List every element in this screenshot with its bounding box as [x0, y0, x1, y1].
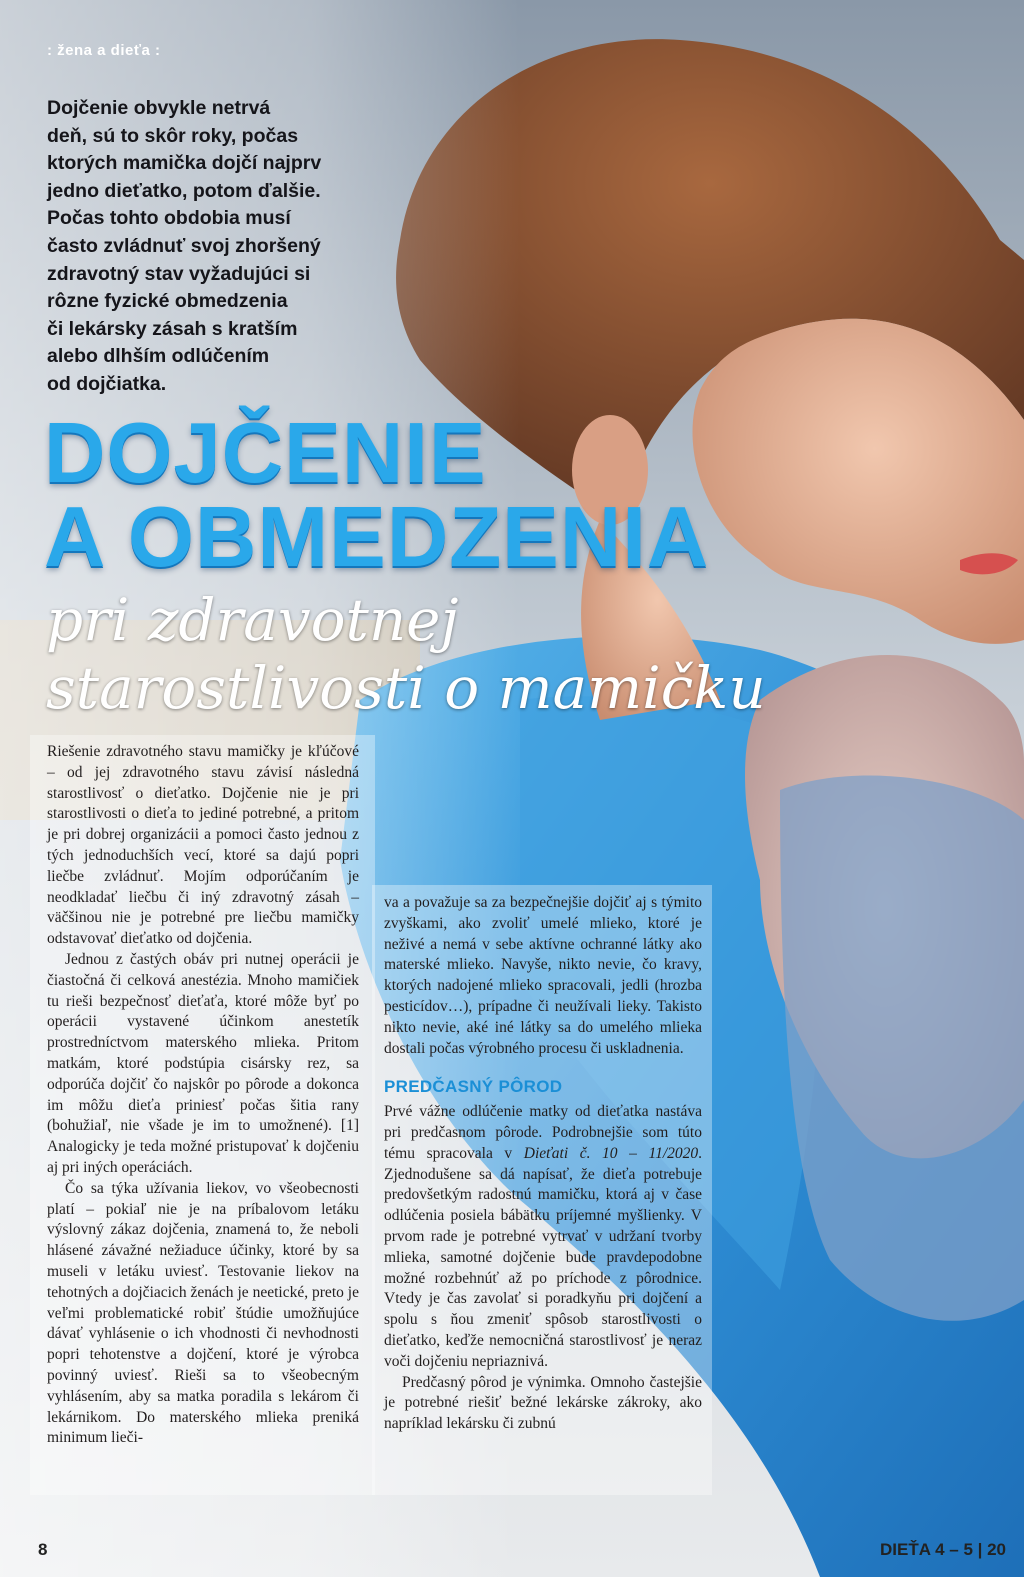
headline [44, 406, 710, 585]
body-text: Prvé vážne odlúčenie matky od dieťatka nastáva pri predčasnom pôrode. Podrobnejšie som túto tému spracovala v [384, 1103, 702, 1162]
lead-line: či lekársky zásah s kratším [47, 317, 298, 340]
lead-line: Počas tohto obdobia musí [47, 207, 291, 230]
lead-line: Dojčenie obvykle netrvá [47, 97, 271, 119]
subhead-line-1: pri zdravotnej [46, 586, 459, 654]
lead-paragraph [47, 95, 347, 399]
article-column-2 [384, 893, 702, 1435]
magazine-reference: Dieťati č. 10 – 11/2020 [523, 1144, 699, 1162]
lead-line: deň, sú to skôr roky, počas [47, 124, 299, 147]
lead-line: ktorých mamička dojčí najprv [47, 152, 322, 175]
headline-line-2: A OBMEDZENIA [44, 490, 710, 585]
body-paragraph: Jednou z častých obáv pri nutnej operácii je čiastočná či celková anestézia. Mnoho mamičiek tu rieši bezpečnosť dieťaťa, ktoré môže byť po operácii vystavené účinkom anestetík prostredníctvom materského mlieka. Pritom matkám, ktoré podstúpia cisársky rez, sa odporúča dojčiť čo najskôr po pôrode a dokonca im môžu dieťa priniesť počas šitia rany (bohužiaľ, nie všade je im to umožnené). [1] Analogicky je teda možné pristupovať k dojčeniu aj pri iných operáciách. [47, 950, 359, 1176]
article-column-1 [47, 742, 359, 1449]
subhead-line-2: starostlivosti o mamičku [46, 654, 766, 722]
lead-line: zdravotný stav vyžadujúci si [47, 262, 311, 285]
headline-line-1: DOJČENIE [44, 406, 487, 501]
lead-line: jedno dieťatko, potom ďalšie. [47, 179, 321, 202]
body-text: . Zjednodušene sa dá napísať, že dieťa potrebuje predovšetkým radostnú mamičku, ktorá aj v čase odlúčenia posiela bábätku príjemné myšlienky. V prvom rade je potrebné vytrvať v udržaní tvorby mlieka, samotné dojčenie bude pravdepodobne možné rozbehnúť až po príchode z pôrodnice. Vtedy je čas zavolať si poradkyňu pri dojčení a spolu s ňou zmeniť spôsob starostlivosti o dieťatko, keďže nemocničná starostlivosť je neraz voči dojčeniu nepriaznivá. [384, 1144, 703, 1370]
magazine-issue: DIEŤA 4 – 5 | 20 [880, 1540, 1007, 1559]
body-paragraph: Čo sa týka užívania liekov, vo všeobecnosti platí – pokiaľ nie je na príbalovom letáku výslovný zákaz dojčenia, znamená to, že neboli hlásené závažné nežiaduce účinky, ktoré by sa museli v letáku uviesť. Testovanie liekov na tehotných a dojčiacich ženách je neetické, preto je veľmi problematické robiť štúdie umožňujúce dávať vyhlásenie o ich vhodnosti či nevhodnosti popri tehotenstve a dojčení, ktoré je výrobca povinný uviesť. Rieši sa to všeobecným vyhlásením, aby sa matka poradila s lekárom či lekárnikom. Do materského mlieka preniká minimum lieči- [47, 1179, 359, 1447]
subheadline [46, 586, 766, 722]
section-tag: : žena a dieťa : [47, 42, 161, 59]
body-paragraph: va a považuje sa za bezpečnejšie dojčiť aj s týmito zvyškami, ako zvoliť umelé mlieko, ktoré je neživé a nemá v sebe aktívne ochranné látky ako materské mlieko. Navyše, nikto nevie, čo kravy, ktorých nadojené mlieko spracovali, jedli (hrozba pesticídov…), prípadne či neužívali lieky. Takisto nikto nevie, aké iné látky sa do umelého mlieka dostali počas výrobného procesu či uskladnenia. [384, 894, 702, 1057]
lead-line: od dojčiatka. [47, 372, 167, 395]
page-number: 8 [38, 1540, 48, 1559]
section-heading: PREDČASNÝ PÔROD [384, 1077, 563, 1097]
lead-line: často zvládnuť svoj zhoršený [47, 234, 321, 257]
lead-line: alebo dlhším odlúčením [47, 345, 270, 368]
body-paragraph [384, 1102, 702, 1372]
body-paragraph: Predčasný pôrod je výnimka. Omnoho častejšie je potrebné riešiť bežné lekárske zákroky, ako napríklad lekársku či zubnú [384, 1373, 702, 1433]
body-paragraph: Riešenie zdravotného stavu mamičky je kľúčové – od jej zdravotného stavu závisí následná starostlivosť o dieťatko. Dojčenie nie je pri starostlivosti o dieťa to jediné potrebné, a pritom je pri dobrej organizácii a pomoci často jednou z tých jednoduchších vecí, ktoré sa dajú popri liečbe zvládnuť. Mojím odporúčaním je neodkladať liečbu či iný zdravotný zásah – väčšinou nie je potrebné pre liečbu mamičky odstavovať dieťatko od dojčenia. [47, 743, 359, 948]
lead-line: rôzne fyzické obmedzenia [47, 290, 288, 313]
